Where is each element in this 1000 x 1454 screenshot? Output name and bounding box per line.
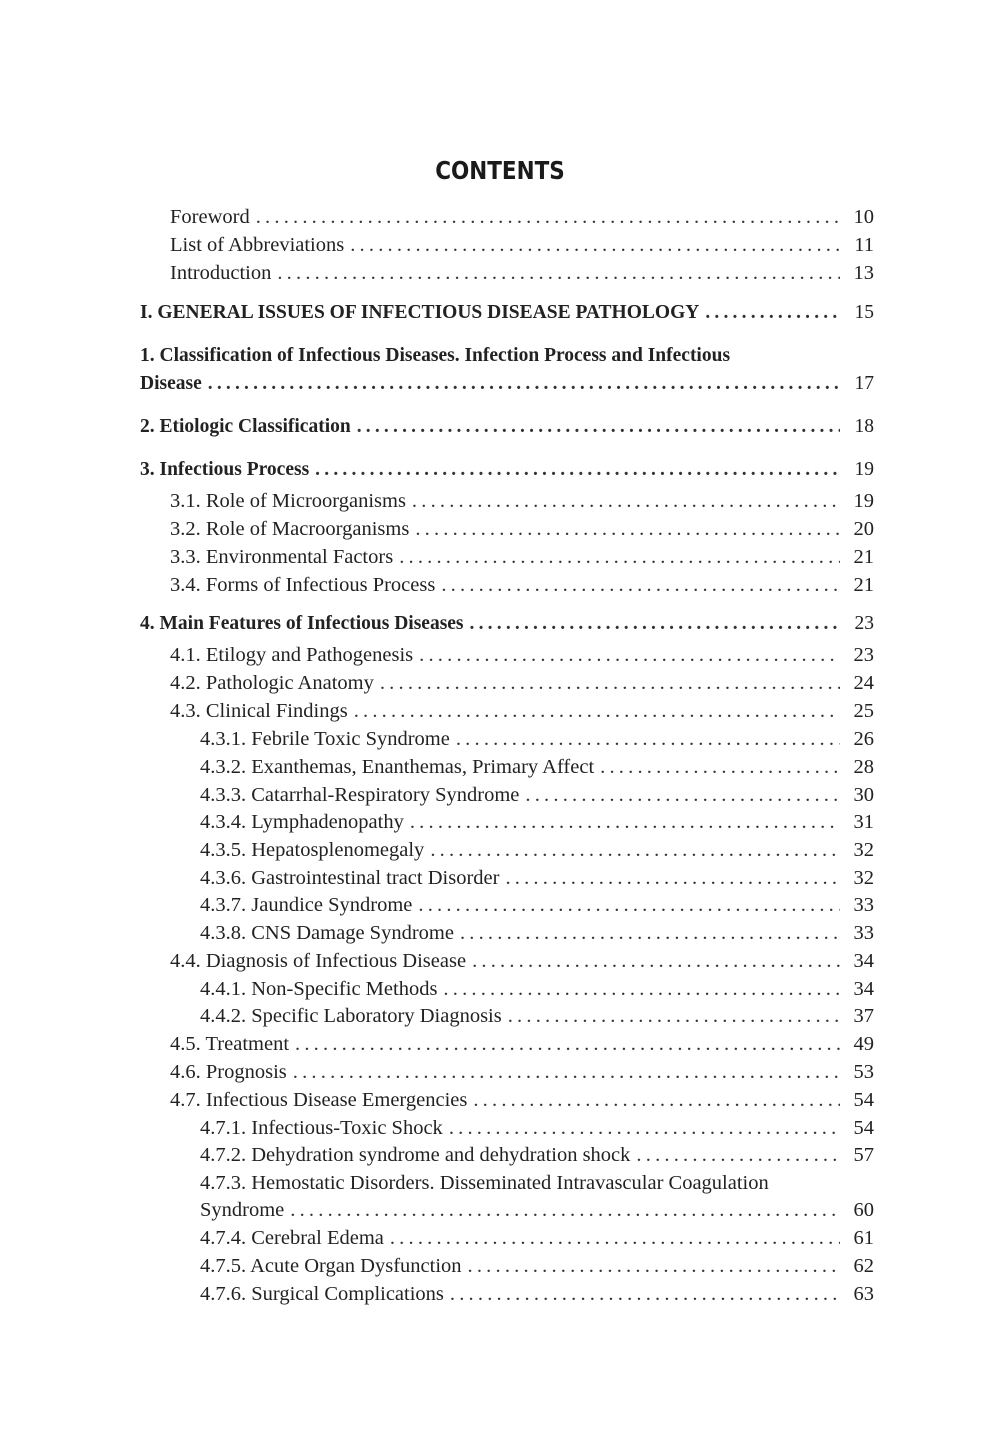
toc-entry-4-2[interactable] — [170, 669, 874, 697]
toc-entry-label: 3.2. Role of Macroorganisms — [170, 518, 410, 540]
toc-page-number: 25 — [853, 700, 874, 722]
toc-entry-abbreviations[interactable] — [170, 231, 874, 259]
toc-entry-chapter-1-line1[interactable]: 1. Classification of Infectious Diseases. Infection Process and Infectious — [140, 345, 731, 366]
toc-entry-label: 4. Main Features of Infectious Diseases — [140, 613, 464, 634]
toc-page-number: 34 — [853, 950, 874, 972]
toc-entry-label: 4.3.5. Hepatosplenomegaly — [200, 839, 425, 861]
toc-page-number: 33 — [853, 894, 874, 916]
toc-entry-4-7-2[interactable] — [200, 1141, 874, 1169]
toc-entry-3-3[interactable] — [170, 543, 874, 571]
toc-leader-dots — [505, 864, 840, 892]
toc-page-number: 54 — [853, 1089, 874, 1111]
toc-entry-4-3-7[interactable] — [200, 891, 874, 919]
toc-entry-4-3-5[interactable] — [200, 836, 874, 864]
toc-leader-dots — [441, 571, 840, 599]
toc-entry-foreword[interactable] — [170, 203, 874, 231]
toc-entry-chapter-4[interactable] — [140, 610, 874, 638]
toc-entry-label: 4.4.1. Non-Specific Methods — [200, 978, 438, 1000]
toc-entry-4-1[interactable] — [170, 641, 874, 669]
toc-entry-part-1[interactable] — [140, 299, 874, 327]
toc-entry-4-3-3[interactable] — [200, 781, 874, 809]
toc-entry-label: 4.3.3. Catarrhal-Respiratory Syndrome — [200, 784, 520, 806]
toc-page-number: 30 — [853, 784, 874, 806]
toc-leader-dots — [473, 1086, 840, 1114]
toc-entry-introduction[interactable] — [170, 259, 874, 287]
toc-page-number: 17 — [854, 373, 874, 394]
toc-page-number: 31 — [853, 811, 874, 833]
toc-leader-dots — [256, 203, 840, 231]
toc-entry-label: I. GENERAL ISSUES OF INFECTIOUS DISEASE PATHOLOGY — [140, 302, 700, 323]
toc-entry-label: 4.6. Prognosis — [170, 1061, 287, 1083]
toc-entry-label: 4.3.4. Lymphadenopathy — [200, 811, 404, 833]
toc-entry-label: List of Abbreviations — [170, 234, 345, 256]
toc-entry-4-6[interactable] — [170, 1058, 874, 1086]
toc-entry-4-3-2[interactable] — [200, 753, 874, 781]
toc-page-number: 23 — [854, 613, 874, 634]
toc-entry-chapter-2[interactable] — [140, 413, 874, 441]
toc-entry-4-7-4[interactable] — [200, 1224, 874, 1252]
toc-entry-label: 4.3.7. Jaundice Syndrome — [200, 894, 413, 916]
toc-entry-4-7-1[interactable] — [200, 1114, 874, 1142]
toc-page-number: 61 — [853, 1227, 874, 1249]
toc-entry-4-3-6[interactable] — [200, 864, 874, 892]
toc-page-number: 10 — [853, 206, 874, 228]
toc-page-number: 37 — [853, 1005, 874, 1027]
toc-entry-label: 4.3.2. Exanthemas, Enanthemas, Primary Affect — [200, 756, 595, 778]
toc-leader-dots — [208, 370, 840, 398]
toc-page-number: 13 — [853, 262, 874, 284]
toc-page-number: 15 — [854, 302, 874, 323]
toc-entry-label: 4.1. Etilogy and Pathogenesis — [170, 644, 414, 666]
page-title: CONTENTS — [435, 156, 565, 185]
toc-leader-dots — [705, 299, 840, 327]
toc-page-number: 21 — [853, 574, 874, 596]
toc-page-number: 57 — [853, 1144, 874, 1166]
toc-page-number: 49 — [853, 1033, 874, 1055]
toc-entry-4-3-4[interactable] — [200, 808, 874, 836]
toc-page-number: 24 — [853, 672, 874, 694]
toc-entry-label: Introduction — [170, 262, 272, 284]
toc-leader-dots — [380, 669, 840, 697]
toc-leader-dots — [460, 919, 840, 947]
toc-page-number: 62 — [853, 1255, 874, 1277]
toc-leader-dots — [354, 697, 840, 725]
toc-entry-label: 3.4. Forms of Infectious Process — [170, 574, 436, 596]
toc-leader-dots — [456, 725, 840, 753]
toc-entry-label: 4.4.2. Specific Laboratory Diagnosis — [200, 1005, 502, 1027]
toc-leader-dots — [410, 808, 840, 836]
toc-leader-dots — [419, 641, 840, 669]
toc-entry-label: 4.3.6. Gastrointestinal tract Disorder — [200, 867, 500, 889]
toc-entry-3-1[interactable] — [170, 487, 874, 515]
toc-page-number: 21 — [853, 546, 874, 568]
toc-leader-dots — [350, 231, 840, 259]
toc-leader-dots — [450, 1280, 840, 1308]
toc-page-number: 34 — [853, 978, 874, 1000]
toc-leader-dots — [472, 947, 840, 975]
toc-entry-label: 3.3. Environmental Factors — [170, 546, 394, 568]
toc-leader-dots — [525, 781, 840, 809]
toc-page-number: 19 — [854, 459, 874, 480]
toc-entry-4-7-3[interactable] — [200, 1196, 874, 1224]
toc-entry-label: 4.7. Infectious Disease Emergencies — [170, 1089, 468, 1111]
toc-entry-4-4-1[interactable] — [200, 975, 874, 1003]
toc-entry-4-7-6[interactable] — [200, 1280, 874, 1308]
toc-leader-dots — [470, 610, 840, 638]
toc-leader-dots — [412, 487, 840, 515]
toc-leader-dots — [390, 1224, 840, 1252]
toc-page-number: 53 — [853, 1061, 874, 1083]
toc-page-number: 11 — [854, 234, 874, 256]
toc-leader-dots — [277, 259, 840, 287]
toc-leader-dots — [449, 1114, 840, 1142]
toc-entry-4-3-1[interactable] — [200, 725, 874, 753]
toc-entry-4-7[interactable] — [170, 1086, 874, 1114]
toc-leader-dots — [418, 891, 840, 919]
toc-leader-dots — [315, 456, 840, 484]
toc-page-number: 28 — [853, 756, 874, 778]
toc-page-number: 26 — [853, 728, 874, 750]
toc-entry-label: 4.5. Treatment — [170, 1033, 290, 1055]
toc-entry-label: 4.3.8. CNS Damage Syndrome — [200, 922, 454, 944]
toc-leader-dots — [600, 753, 840, 781]
toc-entry-label: 4.7.1. Infectious-Toxic Shock — [200, 1117, 443, 1139]
toc-entry-label: Syndrome — [200, 1199, 285, 1221]
toc-entry-4-5[interactable] — [170, 1030, 874, 1058]
toc-entry-label: 2. Etiologic Classification — [140, 416, 351, 437]
toc-page-number: 63 — [853, 1283, 874, 1305]
toc-entry-3-4[interactable] — [170, 571, 874, 599]
toc-entry-label: 4.7.2. Dehydration syndrome and dehydration shock — [200, 1144, 631, 1166]
toc-entry-label: 4.2. Pathologic Anatomy — [170, 672, 374, 694]
toc-leader-dots — [415, 515, 840, 543]
toc-entry-label: Foreword — [170, 206, 250, 228]
toc-entry-chapter-3[interactable] — [140, 456, 874, 484]
toc-entry-4-7-3-line1[interactable]: 4.7.3. Hemostatic Disorders. Disseminated Intravascular Coagulation — [200, 1172, 769, 1194]
toc-page-number: 54 — [853, 1117, 874, 1139]
toc-entry-label: 4.7.6. Surgical Complications — [200, 1283, 444, 1305]
toc-page-number: 20 — [853, 518, 874, 540]
toc-page-number: 23 — [853, 644, 874, 666]
toc-page-number: 32 — [853, 867, 874, 889]
toc-leader-dots — [443, 975, 840, 1003]
toc-entry-label: 4.7.4. Cerebral Edema — [200, 1227, 384, 1249]
toc-page-number: 18 — [854, 416, 874, 437]
toc-leader-dots — [430, 836, 840, 864]
toc-entry-4-7-5[interactable] — [200, 1252, 874, 1280]
toc-leader-dots — [468, 1252, 840, 1280]
toc-leader-dots — [636, 1141, 840, 1169]
toc-entry-4-4[interactable] — [170, 947, 874, 975]
toc-entry-chapter-1[interactable] — [140, 370, 874, 398]
toc-page-number: 60 — [853, 1199, 874, 1221]
toc-leader-dots — [508, 1002, 840, 1030]
toc-leader-dots — [290, 1196, 840, 1224]
toc-leader-dots — [293, 1058, 840, 1086]
toc-entry-label: 3. Infectious Process — [140, 459, 310, 480]
toc-entry-3-2[interactable] — [170, 515, 874, 543]
toc-leader-dots — [357, 413, 840, 441]
toc-page-number: 33 — [853, 922, 874, 944]
toc-entry-label: 4.3. Clinical Findings — [170, 700, 348, 722]
toc-entry-4-3[interactable] — [170, 697, 874, 725]
toc-entry-4-3-8[interactable] — [200, 919, 874, 947]
toc-entry-label: 4.3.1. Febrile Toxic Syndrome — [200, 728, 450, 750]
toc-entry-label: 4.7.5. Acute Organ Dysfunction — [200, 1255, 462, 1277]
toc-page-number: 19 — [853, 490, 874, 512]
toc-leader-dots — [295, 1030, 840, 1058]
toc-entry-4-4-2[interactable] — [200, 1002, 874, 1030]
toc-entry-label: 3.1. Role of Microorganisms — [170, 490, 406, 512]
toc-page-number: 32 — [853, 839, 874, 861]
toc-entry-label: 4.4. Diagnosis of Infectious Disease — [170, 950, 467, 972]
toc-entry-label: Disease — [140, 373, 202, 394]
toc-leader-dots — [399, 543, 840, 571]
